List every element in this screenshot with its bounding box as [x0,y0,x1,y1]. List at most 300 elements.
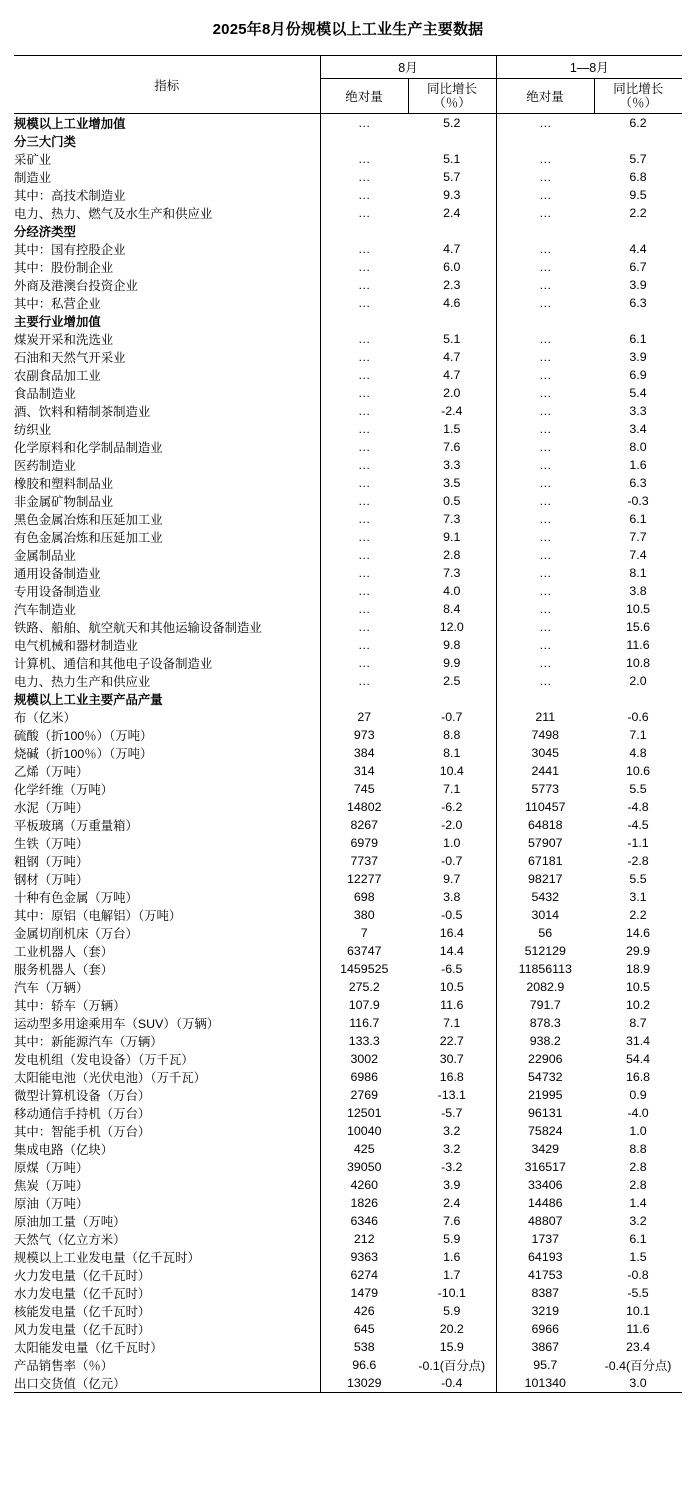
cell-cumulative-growth: 31.4 [625,1034,651,1048]
row-label: 采矿业 [14,153,52,167]
cell-cumulative-absolute: … [496,258,594,276]
cell-cumulative-growth: 3.9 [629,278,647,292]
cell-cumulative-absolute: … [496,654,594,672]
row-label: 橡胶和塑料制品业 [14,477,114,491]
cell-cumulative-absolute: 33406 [496,1176,594,1194]
cell-month-growth: 2.8 [443,548,461,562]
cell-cumulative-absolute: … [496,510,594,528]
cell-month-absolute: … [320,366,408,384]
cell-month-growth: 3.8 [443,890,461,904]
table-row [14,654,682,672]
table-row [14,1212,682,1230]
cell-cumulative-growth: 15.6 [625,620,651,634]
cell-cumulative-absolute: … [496,348,594,366]
cell-cumulative-absolute: … [496,402,594,420]
table-row [14,744,682,762]
cell-cumulative-absolute [496,222,594,240]
cell-month-growth: -0.5 [441,908,463,922]
cell-cumulative-growth: 54.4 [625,1052,651,1066]
row-label: 铁路、船舶、航空航天和其他运输设备制造业 [14,621,262,635]
cell-month-growth: 8.1 [443,746,461,760]
cell-cumulative-growth: 5.4 [629,386,647,400]
table-row [14,924,682,942]
row-label: 其中：国有控股企业 [14,243,126,257]
table-row [14,510,682,528]
cell-cumulative-absolute: 54732 [496,1068,594,1086]
header-index-label: 指标 [14,56,320,114]
cell-month-growth: 5.2 [443,116,461,130]
row-label: 其中：智能手机（万台） [14,1125,151,1139]
cell-cumulative-growth: 2.0 [629,674,647,688]
cell-month-absolute: 13029 [320,1374,408,1393]
cell-cumulative-absolute: 2441 [496,762,594,780]
cell-month-absolute: 973 [320,726,408,744]
row-label: 原煤（万吨） [14,1161,89,1175]
cell-cumulative-growth: 3.9 [629,350,647,364]
cell-month-growth: 4.6 [443,296,461,310]
cell-cumulative-growth: 3.2 [629,1214,647,1228]
cell-cumulative-growth: 5.5 [629,872,647,886]
cell-month-growth: 11.6 [440,998,464,1012]
table-body [14,114,682,1393]
cell-cumulative-growth: 3.8 [629,584,647,598]
cell-month-absolute: 7737 [320,852,408,870]
cell-month-absolute: 7 [320,924,408,942]
cell-cumulative-growth: 6.1 [629,1232,647,1246]
row-label: 其中：原铝（电解铝）（万吨） [14,909,182,923]
cell-month-absolute: … [320,168,408,186]
cell-month-growth: 7.1 [443,1016,461,1030]
cell-month-growth: 9.9 [443,656,461,670]
table-row [14,798,682,816]
cell-cumulative-absolute: … [496,456,594,474]
cell-cumulative-absolute: … [496,438,594,456]
row-label: 太阳能电池（光伏电池）（万千瓦） [14,1071,207,1085]
cell-cumulative-absolute [496,132,594,150]
cell-month-absolute: 63747 [320,942,408,960]
cell-cumulative-absolute [496,690,594,708]
cell-month-absolute: … [320,492,408,510]
cell-month-absolute: … [320,294,408,312]
cell-month-absolute: … [320,204,408,222]
row-label: 其中：私营企业 [14,297,101,311]
row-label: 规模以上工业发电量（亿千瓦时） [14,1251,200,1265]
cell-month-growth: 4.0 [443,584,461,598]
cell-cumulative-absolute: 56 [496,924,594,942]
page-title: 2025年8月份规模以上工业生产主要数据 [212,21,484,38]
cell-month-absolute: 1459525 [320,960,408,978]
cell-month-absolute: 745 [320,780,408,798]
row-label: 粗钢（万吨） [14,855,89,869]
row-label: 运动型多用途乘用车（SUV）（万辆） [14,1017,220,1031]
cell-month-absolute: 275.2 [320,978,408,996]
row-label: 原油加工量（万吨） [14,1215,126,1229]
cell-cumulative-absolute: … [496,564,594,582]
table-row [14,150,682,168]
row-label: 规模以上工业主要产品产量 [14,693,163,707]
cell-cumulative-absolute: … [496,240,594,258]
cell-month-growth: 14.4 [439,944,464,958]
row-label: 金属切削机床（万台） [14,927,138,941]
cell-month-growth: 7.3 [443,512,461,526]
cell-month-absolute: … [320,420,408,438]
cell-cumulative-growth: 5.5 [629,782,647,796]
row-label: 平板玻璃（万重量箱） [14,819,138,833]
cell-cumulative-growth: 6.7 [629,260,647,274]
table-row [14,708,682,726]
cell-cumulative-absolute: 3219 [496,1302,594,1320]
cell-month-absolute: 6979 [320,834,408,852]
cell-cumulative-absolute: … [496,474,594,492]
cell-month-growth: 2.0 [443,386,461,400]
cell-cumulative-absolute: 3014 [496,906,594,924]
cell-month-absolute: … [320,348,408,366]
cell-month-growth: 2.4 [443,206,461,220]
cell-month-growth: 3.9 [443,1178,461,1192]
row-label: 硫酸（折100％）（万吨） [14,729,153,743]
cell-month-growth: 1.7 [443,1268,461,1282]
row-label: 主要行业增加值 [14,315,101,329]
cell-month-absolute: 426 [320,1302,408,1320]
row-label: 移动通信手持机（万台） [14,1107,151,1121]
cell-month-absolute: 10040 [320,1122,408,1140]
table-row [14,366,682,384]
cell-month-growth: 12.0 [439,620,464,634]
row-label: 天然气（亿立方米） [14,1233,126,1247]
table-row [14,1176,682,1194]
cell-cumulative-growth: 4.4 [629,242,647,256]
cell-month-growth: 10.5 [439,980,464,994]
cell-cumulative-growth: 14.6 [625,926,651,940]
table-row [14,546,682,564]
row-label: 钢材（万吨） [14,873,89,887]
cell-cumulative-absolute: … [496,150,594,168]
table-row [14,1320,682,1338]
header-cumulative-absolute: 绝对量 [496,79,594,114]
cell-month-growth: 22.7 [439,1034,464,1048]
table-row [14,618,682,636]
cell-cumulative-growth: -0.4(百分点) [604,1359,672,1373]
cell-cumulative-growth: 3.0 [594,1374,682,1393]
cell-cumulative-growth: 6.1 [629,512,647,526]
cell-cumulative-absolute: … [496,384,594,402]
cell-cumulative-growth: 2.2 [629,206,647,220]
cell-cumulative-growth: 1.4 [629,1196,647,1210]
cell-month-growth: 8.4 [443,602,461,616]
cell-month-growth: 1.6 [443,1250,461,1264]
cell-cumulative-absolute: 101340 [496,1374,594,1393]
cell-month-growth: 0.5 [443,494,461,508]
cell-cumulative-absolute: 8387 [496,1284,594,1302]
row-label: 风力发电量（亿千瓦时） [14,1323,151,1337]
cell-month-growth: -3.2 [441,1160,463,1174]
header-month-growth-line1: 同比增长 [427,81,478,96]
row-label: 煤炭开采和洗选业 [14,333,114,347]
cell-cumulative-absolute: 512129 [496,942,594,960]
row-label: 外商及港澳台投资企业 [14,279,138,293]
row-label: 有色金属冶炼和压延加工业 [14,531,163,545]
header-group-cumulative: 1—8月 [496,56,682,79]
table-row [14,312,682,330]
cell-month-absolute: 12277 [320,870,408,888]
cell-month-absolute: 384 [320,744,408,762]
table-row [14,978,682,996]
cell-month-absolute: 1479 [320,1284,408,1302]
cell-month-absolute: … [320,330,408,348]
table-row [14,204,682,222]
cell-month-absolute: … [320,600,408,618]
cell-month-absolute: … [320,240,408,258]
row-label: 布（亿米） [14,711,76,725]
cell-month-growth: -0.7 [441,854,463,868]
cell-month-growth: 7.6 [443,440,461,454]
cell-month-growth: 1.0 [443,836,461,850]
cell-cumulative-absolute: 5432 [496,888,594,906]
cell-month-growth: 16.4 [439,926,464,940]
row-label: 汽车（万辆） [14,981,89,995]
header-group-row [14,56,682,79]
cell-cumulative-absolute: … [496,168,594,186]
table-row [14,996,682,1014]
cell-month-growth: 4.7 [443,368,461,382]
table-row [14,960,682,978]
cell-cumulative-growth [594,312,682,330]
cell-month-absolute: 6346 [320,1212,408,1230]
cell-cumulative-absolute: … [496,204,594,222]
cell-month-growth: -2.4 [441,404,463,418]
cell-cumulative-growth: 6.9 [629,368,647,382]
header-cumulative-growth [594,79,682,114]
row-label: 微型计算机设备（万台） [14,1089,151,1103]
cell-month-absolute: 9363 [320,1248,408,1266]
header-month-absolute: 绝对量 [320,79,408,114]
cell-cumulative-absolute: 96131 [496,1104,594,1122]
cell-month-absolute: 1826 [320,1194,408,1212]
cell-month-growth: 5.7 [443,170,461,184]
cell-month-absolute: … [320,258,408,276]
row-label: 烧碱（折100％）（万吨） [14,747,153,761]
row-label: 发电机组（发电设备）（万千瓦） [14,1053,194,1067]
cell-cumulative-growth: 11.6 [626,638,650,652]
cell-cumulative-absolute: 5773 [496,780,594,798]
cell-month-absolute: … [320,276,408,294]
cell-cumulative-growth [594,132,682,150]
table-row [14,1230,682,1248]
cell-month-growth [408,312,496,330]
cell-cumulative-growth: 11.6 [626,1322,650,1336]
cell-cumulative-absolute: 1737 [496,1230,594,1248]
cell-month-absolute: 12501 [320,1104,408,1122]
header-month-growth-line2: （％） [433,96,471,110]
row-label: 电力、热力、燃气及水生产和供应业 [14,207,213,221]
row-label: 非金属矿物制品业 [14,495,114,509]
cell-month-absolute: 698 [320,888,408,906]
table-row [14,582,682,600]
table-row [14,258,682,276]
cell-cumulative-growth: 3.3 [629,404,647,418]
cell-cumulative-absolute: 22906 [496,1050,594,1068]
cell-month-absolute: … [320,474,408,492]
cell-cumulative-absolute: … [496,600,594,618]
cell-cumulative-absolute: 791.7 [496,996,594,1014]
header-month-growth [408,79,496,114]
cell-month-absolute [320,690,408,708]
table-header [14,56,682,114]
cell-month-absolute: … [320,582,408,600]
table-row [14,762,682,780]
table-row [14,816,682,834]
cell-month-growth: 3.5 [443,476,461,490]
table-row [14,1086,682,1104]
cell-cumulative-absolute: … [496,420,594,438]
cell-month-growth: 3.2 [443,1124,461,1138]
cell-cumulative-growth: 23.4 [625,1340,651,1354]
cell-cumulative-growth: 7.7 [629,530,647,544]
cell-month-growth: 8.8 [443,728,461,742]
cell-cumulative-absolute: 3045 [496,744,594,762]
cell-month-growth: 20.2 [439,1322,464,1336]
row-label: 农副食品加工业 [14,369,101,383]
cell-month-absolute: 27 [320,708,408,726]
cell-month-absolute: 116.7 [320,1014,408,1032]
cell-cumulative-absolute: 75824 [496,1122,594,1140]
table-row [14,1050,682,1068]
cell-month-absolute: … [320,564,408,582]
table-row [14,1140,682,1158]
header-cumulative-growth-line2: （％） [619,96,658,110]
cell-month-absolute: … [320,654,408,672]
cell-cumulative-absolute: … [496,492,594,510]
cell-month-absolute: … [320,438,408,456]
cell-month-absolute: 212 [320,1230,408,1248]
cell-month-growth: 2.4 [443,1196,461,1210]
row-label: 其中：轿车（万辆） [14,999,126,1013]
cell-cumulative-growth: 0.9 [629,1088,647,1102]
cell-cumulative-growth: -4.5 [627,818,649,832]
cell-month-growth: -0.1(百分点) [418,1359,486,1373]
cell-cumulative-growth: 10.8 [625,656,651,670]
cell-cumulative-growth: 8.0 [629,440,647,454]
row-label: 黑色金属冶炼和压延加工业 [14,513,163,527]
industrial-production-table [14,55,682,1393]
cell-month-absolute [320,312,408,330]
cell-cumulative-growth: 6.3 [629,296,647,310]
cell-cumulative-growth: 29.9 [625,944,651,958]
cell-cumulative-absolute: 64818 [496,816,594,834]
cell-month-absolute: … [320,672,408,690]
row-label: 十种有色金属（万吨） [14,891,138,905]
table-row [14,852,682,870]
cell-month-growth: -10.1 [437,1286,466,1300]
table-row [14,186,682,204]
cell-cumulative-growth: 10.5 [625,980,651,994]
row-label: 原油（万吨） [14,1197,89,1211]
cell-cumulative-growth: 2.8 [629,1178,647,1192]
cell-cumulative-growth: 6.2 [629,116,647,130]
table-row [14,456,682,474]
table-row [14,672,682,690]
table-row [14,276,682,294]
cell-month-absolute: 14802 [320,798,408,816]
cell-month-growth: 1.5 [443,422,461,436]
table-row [14,474,682,492]
table-row [14,1356,682,1374]
cell-month-growth: -13.1 [437,1088,466,1102]
row-label: 计算机、通信和其他电子设备制造业 [14,657,213,671]
cell-month-absolute: 39050 [320,1158,408,1176]
cell-month-absolute: 133.3 [320,1032,408,1050]
cell-cumulative-absolute: 95.7 [496,1356,594,1374]
row-label: 其中：高技术制造业 [14,189,126,203]
row-label: 水泥（万吨） [14,801,89,815]
row-label: 食品制造业 [14,387,76,401]
cell-cumulative-growth [594,690,682,708]
table-row [14,690,682,708]
cell-month-absolute: … [320,636,408,654]
cell-month-growth: 7.6 [443,1214,461,1228]
cell-month-growth: 10.4 [439,764,464,778]
cell-month-absolute: … [320,186,408,204]
cell-month-absolute: … [320,456,408,474]
row-label: 其中：新能源汽车（万辆） [14,1035,163,1049]
table-row [14,492,682,510]
cell-cumulative-growth: -1.1 [627,836,649,850]
row-label: 分经济类型 [14,225,76,239]
row-label: 医药制造业 [14,459,76,473]
row-label: 纺织业 [14,423,52,437]
table-row [14,114,682,133]
cell-cumulative-growth [594,222,682,240]
cell-month-growth: 3.2 [443,1142,461,1156]
table-row [14,1104,682,1122]
cell-month-growth: 9.8 [443,638,461,652]
cell-month-growth [408,222,496,240]
cell-cumulative-growth: 10.2 [625,998,651,1012]
row-label: 电力、热力生产和供应业 [14,675,151,689]
header-cumulative-growth-line1: 同比增长 [613,81,664,96]
cell-month-growth: 3.3 [443,458,461,472]
cell-month-absolute: … [320,618,408,636]
cell-cumulative-absolute: 7498 [496,726,594,744]
cell-cumulative-absolute: … [496,330,594,348]
row-label: 石油和天然气开采业 [14,351,126,365]
cell-month-absolute: … [320,402,408,420]
cell-cumulative-absolute: … [496,618,594,636]
cell-cumulative-absolute: 48807 [496,1212,594,1230]
table-row [14,1158,682,1176]
cell-month-growth: 15.9 [439,1340,464,1354]
cell-cumulative-absolute: … [496,582,594,600]
table-row [14,1248,682,1266]
cell-cumulative-growth: 18.9 [625,962,651,976]
cell-month-growth: 9.3 [443,188,461,202]
table-row [14,888,682,906]
cell-cumulative-growth: 6.3 [629,476,647,490]
cell-month-absolute: … [320,546,408,564]
cell-cumulative-growth: -0.8 [627,1268,649,1282]
row-label: 规模以上工业增加值 [14,117,126,131]
cell-cumulative-growth: 6.8 [629,170,647,184]
row-label: 服务机器人（套） [14,963,114,977]
row-label: 专用设备制造业 [14,585,101,599]
cell-month-growth: -0.4 [408,1374,496,1393]
cell-cumulative-absolute: 67181 [496,852,594,870]
cell-month-absolute: 314 [320,762,408,780]
cell-month-absolute: … [320,510,408,528]
table-row [14,1068,682,1086]
row-label: 电气机械和器材制造业 [14,639,138,653]
cell-cumulative-growth: 2.2 [629,908,647,922]
